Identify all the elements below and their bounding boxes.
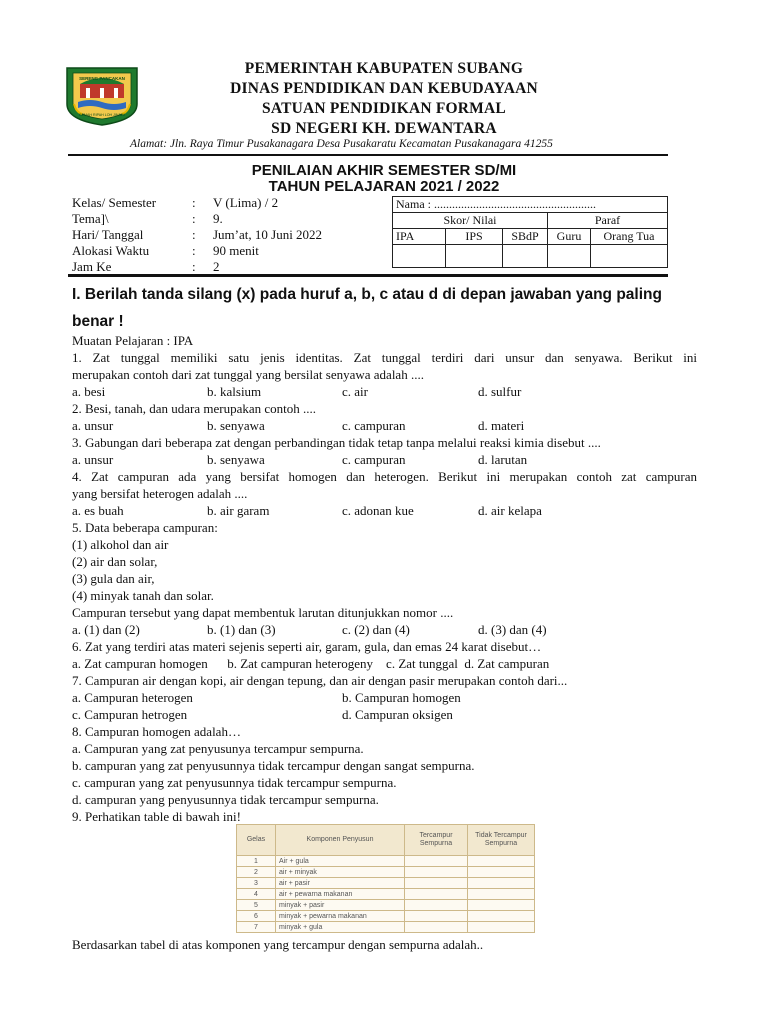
col-orang-tua: Orang Tua <box>591 229 668 245</box>
check-cell[interactable] <box>405 922 468 933</box>
question-2-text: 2. Besi, tanah, dan udara merupakan contoh .... <box>72 401 317 416</box>
option-d[interactable]: d. (3) dan (4) <box>478 622 547 637</box>
signature-header: Paraf <box>548 213 668 229</box>
header-komponen: Komponen Penyusun <box>276 825 405 856</box>
check-cell[interactable] <box>468 911 535 922</box>
check-cell[interactable] <box>468 867 535 878</box>
logo-motto-bottom: GEMAH RIPAH LOH JINAWI <box>78 113 126 117</box>
info-label: Jam Ke <box>72 259 112 274</box>
option-c[interactable]: c. air <box>342 384 368 399</box>
signature-cell-orang-tua[interactable] <box>591 245 668 268</box>
header-tercampur: Tercampur Sempurna <box>405 825 468 856</box>
score-header: Skor/ Nilai <box>393 213 548 229</box>
table-row <box>237 889 535 900</box>
info-value: 90 menit <box>213 243 259 258</box>
government-name: PEMERINTAH KABUPATEN SUBANG <box>244 60 524 77</box>
check-cell[interactable] <box>468 900 535 911</box>
check-cell[interactable] <box>405 900 468 911</box>
row-component: air + pewarna makanan <box>276 889 405 900</box>
question-6-options[interactable]: a. Zat campuran homogen b. Zat campuran heterogeny c. Zat tunggal d. Zat campuran <box>72 656 550 671</box>
table-row <box>237 856 535 867</box>
question-3-text: 3. Gabungan dari beberapa zat dengan perbandingan tidak tetap tanpa melalui reaksi kimia disebut .... <box>72 435 601 450</box>
student-name-field[interactable]: Nama : ...................................................... <box>393 197 668 213</box>
score-cell-sbdp[interactable] <box>503 245 548 268</box>
exam-title: PENILAIAN AKHIR SEMESTER SD/MI <box>251 162 517 179</box>
question-5-item-1: (1) alkohol dan air <box>72 537 169 552</box>
school-address: Alamat: Jln. Raya Timur Pusakanagara Desa Pusakaratu Kecamatan Pusakanagara 41255 <box>130 138 553 150</box>
option-b[interactable]: b. campuran yang zat penyusunnya tidak tercampur dengan sangat sempurna. <box>72 758 475 773</box>
check-cell[interactable] <box>468 856 535 867</box>
option-d[interactable]: d. materi <box>478 418 525 433</box>
option-d[interactable]: d. campuran yang penyusunnya tidak tercampur sempurna. <box>72 792 379 807</box>
table-row <box>237 867 535 878</box>
info-value: V (Lima) / 2 <box>213 195 279 210</box>
col-guru: Guru <box>548 229 591 245</box>
question-5-item-4: (4) minyak tanah dan solar. <box>72 588 214 603</box>
question-5-prompt: Campuran tersebut yang dapat membentuk larutan ditunjukkan nomor .... <box>72 605 454 620</box>
col-sbdp: SBdP <box>503 229 548 245</box>
row-component: minyak + pasir <box>276 900 405 911</box>
info-value: Jum’at, 10 Juni 2022 <box>213 227 323 242</box>
table-row <box>237 878 535 889</box>
info-label: Kelas/ Semester <box>72 195 157 210</box>
check-cell[interactable] <box>468 889 535 900</box>
instruction: I. Berilah tanda silang (x) pada huruf a, b, c atau d di depan jawaban yang paling benar ! <box>72 286 662 330</box>
check-cell[interactable] <box>405 856 468 867</box>
info-label: Alokasi Waktu <box>72 243 150 258</box>
option-d[interactable]: d. air kelapa <box>478 503 542 518</box>
header-tidak-tercampur: Tidak Tercampur Sempurna <box>468 825 535 856</box>
academic-year: TAHUN PELAJARAN 2021 / 2022 <box>268 178 500 195</box>
check-cell[interactable] <box>468 878 535 889</box>
info-row-period <box>72 259 372 275</box>
col-ipa: IPA <box>393 229 446 245</box>
question-5-item-3: (3) gula dan air, <box>72 571 155 586</box>
question-7-text: 7. Campuran air dengan kopi, air dengan tepung, dan air dengan pasir merupakan contoh dari... <box>72 673 568 688</box>
info-value: 2 <box>213 259 220 274</box>
info-label: Tema]\ <box>72 211 109 226</box>
row-component: air + minyak <box>276 867 405 878</box>
question-5-text: 5. Data beberapa campuran: <box>72 520 218 535</box>
check-cell[interactable] <box>405 878 468 889</box>
option-b[interactable]: b. Campuran homogen <box>342 690 461 705</box>
row-number: 6 <box>237 911 276 922</box>
row-component: Air + gula <box>276 856 405 867</box>
row-number: 7 <box>237 922 276 933</box>
option-d[interactable]: d. sulfur <box>478 384 522 399</box>
row-component: minyak + gula <box>276 922 405 933</box>
row-number: 2 <box>237 867 276 878</box>
option-a[interactable]: a. unsur <box>72 452 114 467</box>
option-a[interactable]: a. (1) dan (2) <box>72 622 140 637</box>
row-number: 3 <box>237 878 276 889</box>
info-divider <box>68 274 668 277</box>
table-row <box>237 911 535 922</box>
school-name: SD NEGERI KH. DEWANTARA <box>271 120 497 137</box>
question-1-text-cont: merupakan contoh dari zat tunggal yang bersilat senyawa adalah .... <box>72 367 424 382</box>
question-5-item-2: (2) air dan solar, <box>72 554 158 569</box>
row-component: air + pasir <box>276 878 405 889</box>
score-table <box>392 196 668 268</box>
department-name: DINAS PENDIDIKAN DAN KEBUDAYAAN <box>230 80 538 97</box>
question-4-text: 4. Zat campuran ada yang bersifat homogen dan heterogen. Berikut ini merupakan contoh zat campuran <box>72 469 697 484</box>
info-colon: : <box>192 243 196 258</box>
question-9-text: 9. Perhatikan table di bawah ini! <box>72 809 241 824</box>
option-d[interactable]: d. Campuran oksigen <box>342 707 453 722</box>
question-8-text: 8. Campuran homogen adalah… <box>72 724 241 739</box>
info-row-theme <box>72 211 372 227</box>
option-a[interactable]: a. Campuran yang zat penyusunya tercampur sempurna. <box>72 741 364 756</box>
info-row-class-semester <box>72 195 372 211</box>
info-row-date <box>72 227 372 243</box>
info-row-duration <box>72 243 372 259</box>
col-ips: IPS <box>446 229 503 245</box>
subject-label: Muatan Pelajaran : IPA <box>72 333 194 348</box>
option-b[interactable]: b. (1) dan (3) <box>207 622 276 637</box>
check-cell[interactable] <box>405 867 468 878</box>
score-cell-ipa[interactable] <box>393 245 446 268</box>
signature-cell-guru[interactable] <box>548 245 591 268</box>
info-colon: : <box>192 227 196 242</box>
table-row <box>237 900 535 911</box>
option-b[interactable]: b. kalsium <box>207 384 262 399</box>
row-number: 4 <box>237 889 276 900</box>
option-c[interactable]: c. campuran <box>342 452 406 467</box>
option-c[interactable]: c. Campuran hetrogen <box>72 707 188 722</box>
option-c[interactable]: c. campuran yang zat penyusunnya tidak tercampur sempurna. <box>72 775 397 790</box>
option-b[interactable]: b. senyawa <box>207 452 265 467</box>
row-number: 1 <box>237 856 276 867</box>
info-colon: : <box>192 211 196 226</box>
header-gelas: Gelas <box>237 825 276 856</box>
option-c[interactable]: c. campuran <box>342 418 406 433</box>
check-cell[interactable] <box>405 911 468 922</box>
score-cell-ips[interactable] <box>446 245 503 268</box>
table-row <box>237 922 535 933</box>
check-cell[interactable] <box>468 922 535 933</box>
question-1-text: 1. Zat tunggal memiliki satu jenis identitas. Zat tunggal terdiri dari unsur dan senyawa. Berikut ini <box>72 350 697 365</box>
mixture-table <box>236 824 535 933</box>
option-c[interactable]: c. (2) dan (4) <box>342 622 410 637</box>
info-colon: : <box>192 259 196 274</box>
option-b[interactable]: b. senyawa <box>207 418 265 433</box>
question-6-text: 6. Zat yang terdiri atas materi sejenis seperti air, garam, gula, dan emas 24 karat disebut… <box>72 639 542 654</box>
question-9-prompt: Berdasarkan tabel di atas komponen yang tercampur dengan sempurna adalah.. <box>72 937 484 952</box>
option-a[interactable]: a. unsur <box>72 418 114 433</box>
unit-name: SATUAN PENDIDIKAN FORMAL <box>262 100 506 117</box>
option-a[interactable]: a. besi <box>72 384 106 399</box>
info-label: Hari/ Tanggal <box>72 227 144 242</box>
info-colon: : <box>192 195 196 210</box>
logo-motto-top: SERENG PANCAKAN <box>79 76 125 81</box>
question-4-text-cont: yang bersifat heterogen adalah .... <box>72 486 248 501</box>
row-component: minyak + pewarna makanan <box>276 911 405 922</box>
check-cell[interactable] <box>405 889 468 900</box>
info-value: 9. <box>213 211 223 226</box>
option-a[interactable]: a. es buah <box>72 503 124 518</box>
option-c[interactable]: c. adonan kue <box>342 503 414 518</box>
header-divider <box>68 154 668 156</box>
row-number: 5 <box>237 900 276 911</box>
option-b[interactable]: b. air garam <box>207 503 270 518</box>
option-d[interactable]: d. larutan <box>478 452 528 467</box>
option-a[interactable]: a. Campuran heterogen <box>72 690 193 705</box>
